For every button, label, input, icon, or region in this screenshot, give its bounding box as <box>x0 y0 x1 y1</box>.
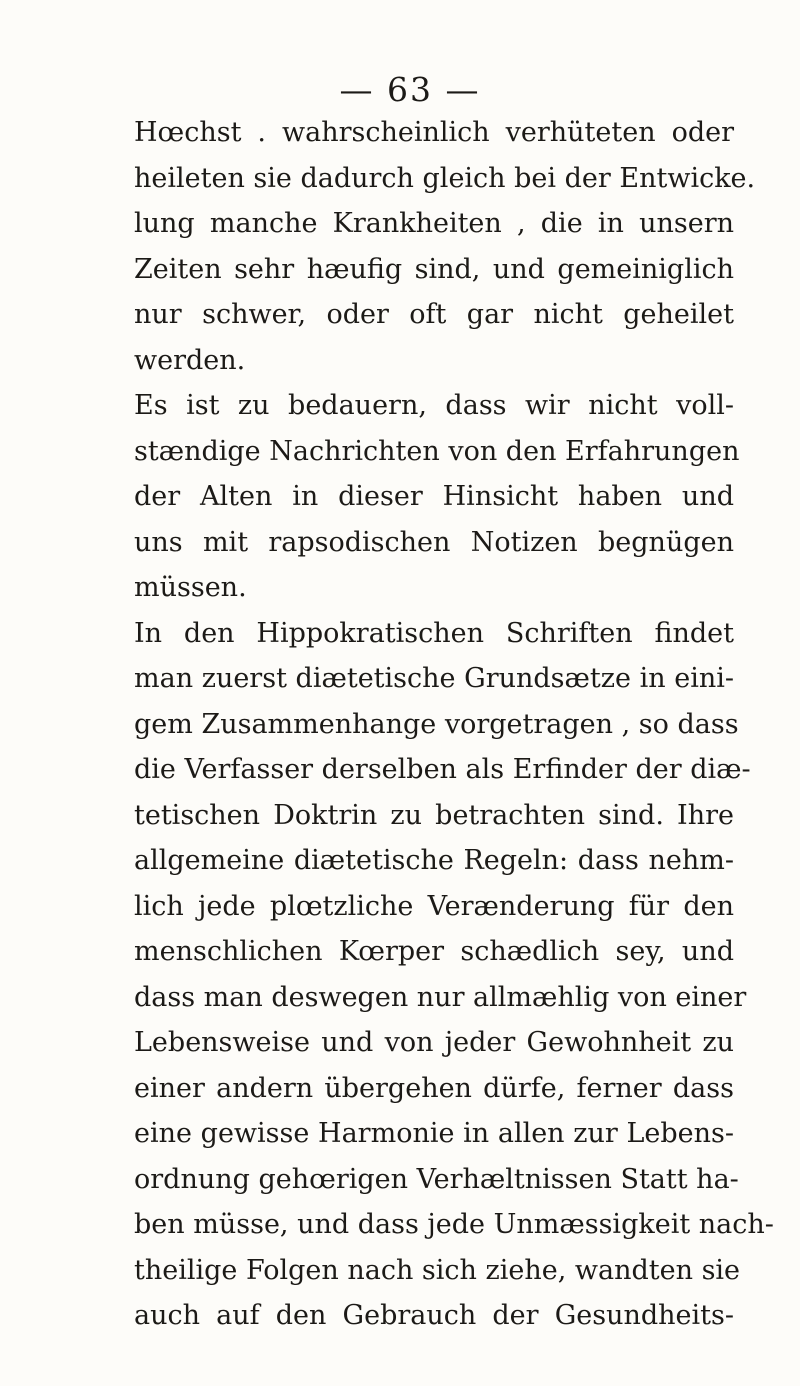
text-line: uns mit rapsodischen Notizen begnügen <box>134 526 734 558</box>
text-line: müssen. <box>134 572 247 603</box>
text-line: lich jede plœtzliche Verænderung für den <box>134 890 734 922</box>
text-line: menschlichen Kœrper schædlich sey, und <box>134 936 734 967</box>
text-line: In den Hippokratischen Schriften findet <box>134 617 734 649</box>
text-line: gem Zusammenhange vorgetragen , so dass <box>134 708 739 740</box>
text-line: heileten sie dadurch gleich bei der Entwicke. <box>134 162 756 194</box>
text-line: einer andern übergehen dürfe, ferner dass <box>134 1072 734 1104</box>
text-line: Lebensweise und von jeder Gewohnheit zu <box>134 1027 734 1058</box>
text-line: Zeiten sehr hæufig sind, und gemeiniglich <box>134 253 734 285</box>
text-line: Es ist zu bedauern, dass wir nicht voll- <box>134 390 734 421</box>
text-line: Hœchst . wahrscheinlich verhüteten oder <box>134 117 734 148</box>
text-line: auch auf den Gebrauch der Gesundheits- <box>134 1300 734 1331</box>
page-number: — 63 — <box>339 70 481 109</box>
text-line: ordnung gehœrigen Verhæltnissen Statt ha- <box>134 1163 739 1195</box>
text-line: stændige Nachrichten von den Erfahrungen <box>134 435 740 467</box>
text-line: lung manche Krankheiten , die in unsern <box>134 208 734 239</box>
text-line: eine gewisse Harmonie in allen zur Lebens- <box>134 1118 734 1149</box>
text-line: tetischen Doktrin zu betrachten sind. Ihre <box>134 799 734 831</box>
text-line: werden. <box>134 344 246 376</box>
body-text <box>134 110 774 1339</box>
text-line: theilige Folgen nach sich ziehe, wandten sie <box>134 1254 741 1286</box>
text-line: nur schwer, oder oft gar nicht geheilet <box>134 299 734 330</box>
text-line: man zuerst diætetische Grundsætze in eini- <box>134 663 734 694</box>
text-line: ben müsse, und dass jede Unmæssigkeit nach- <box>134 1209 774 1240</box>
text-line: der Alten in dieser Hinsicht haben und <box>134 481 734 512</box>
text-line: allgemeine diætetische Regeln: dass nehm- <box>134 845 734 876</box>
text-line: die Verfasser derselben als Erfinder der diæ- <box>134 754 751 785</box>
text-line: dass man deswegen nur allmæhlig von einer <box>134 981 747 1013</box>
